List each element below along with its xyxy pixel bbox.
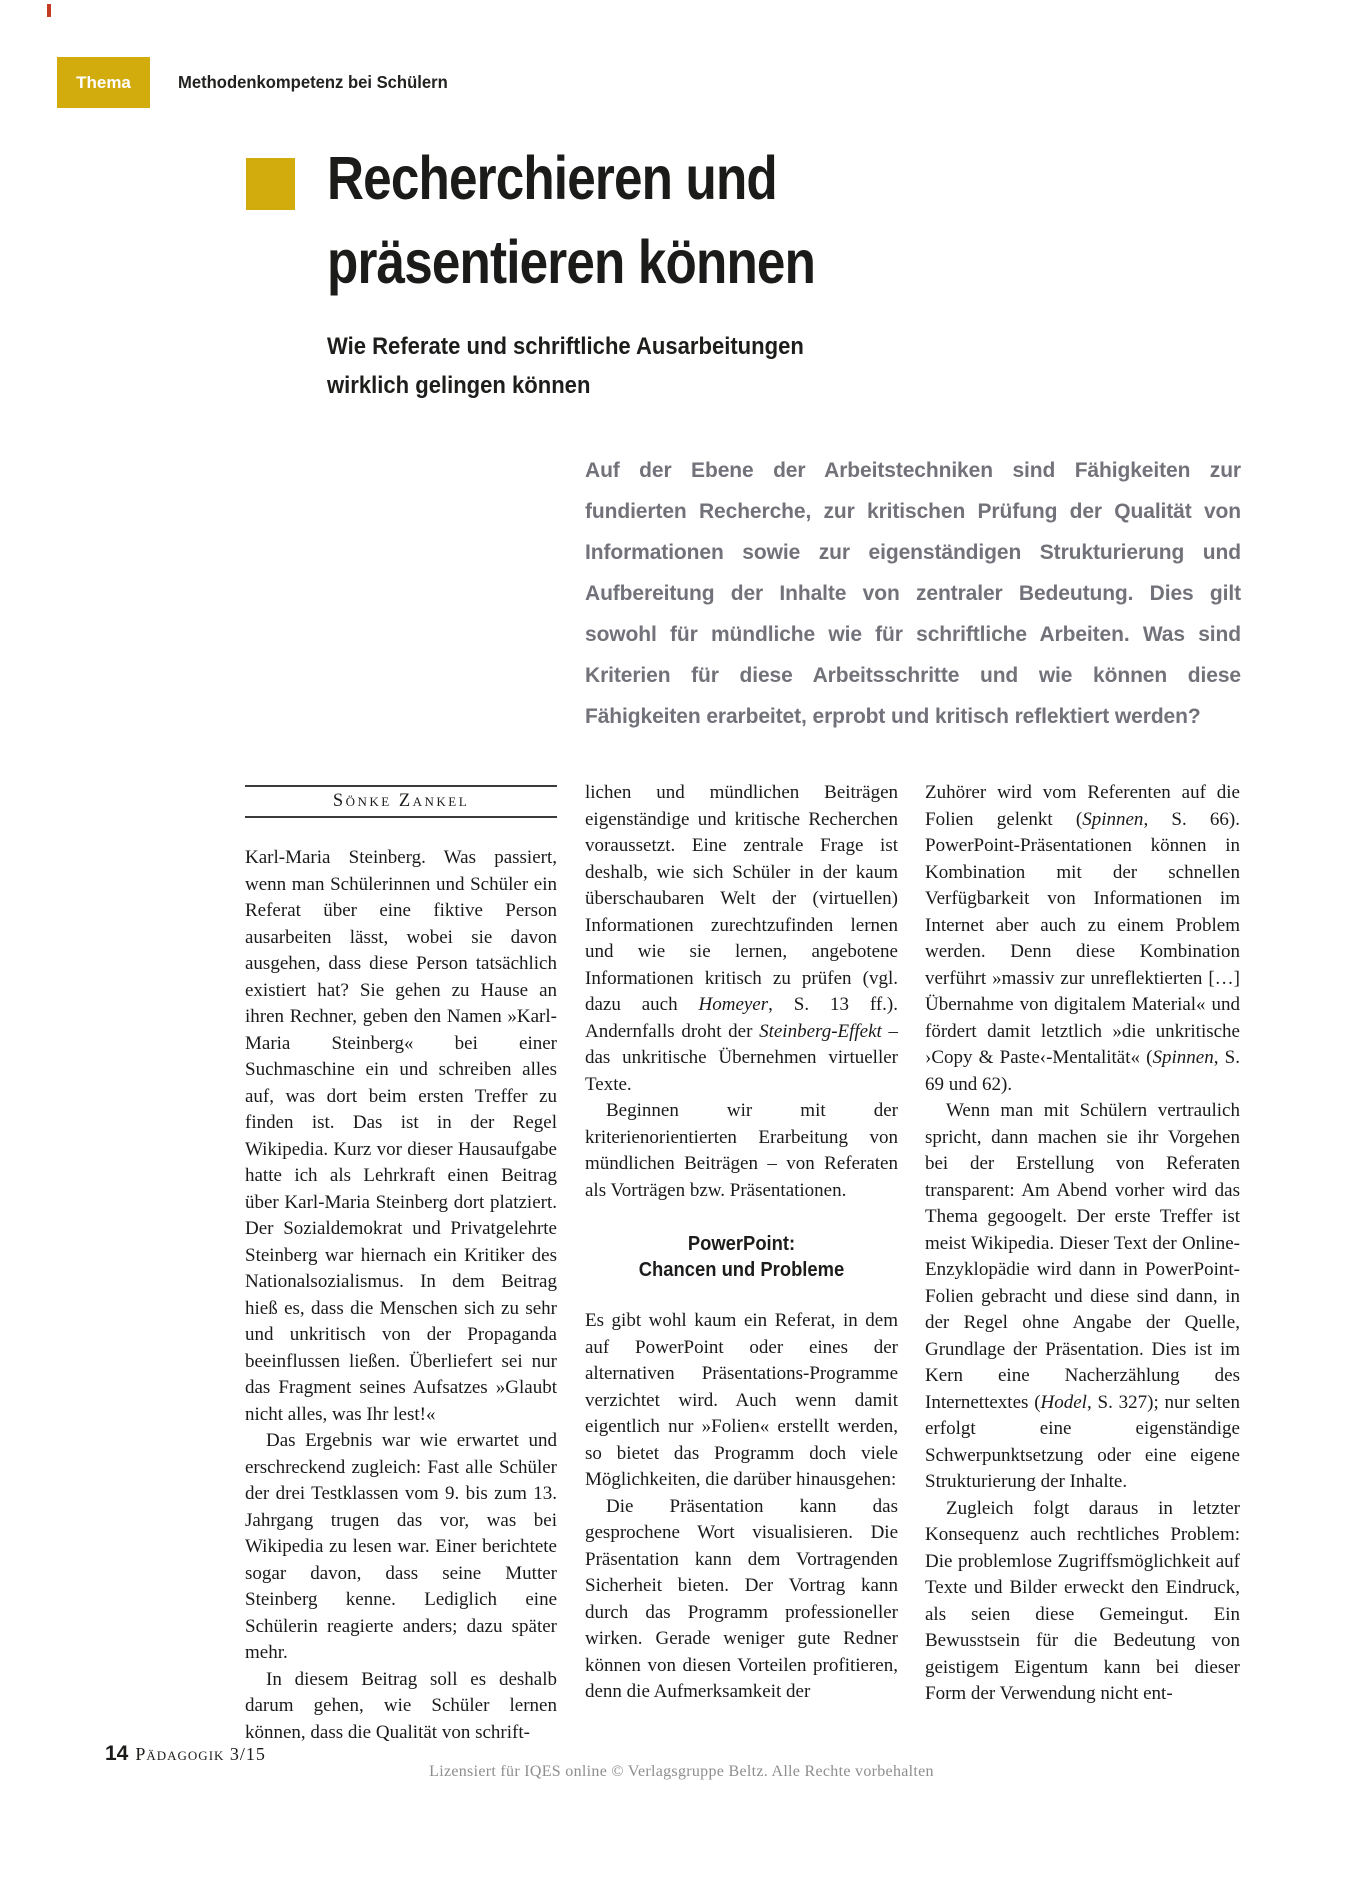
section-heading-line1: PowerPoint: [687,1233,796,1255]
page-title-line2: präsentieren können [327,228,816,296]
author-name: Sönke Zankel [332,791,470,811]
paragraph: Zuhörer wird vom Referenten auf die Folien gelenkt (Spinnen, S. 66). PowerPoint-Präsentationen können in Kombination mit der schnellen Verfügbarkeit von Informationen im Internet aber auch zu einem Problem werden. Denn diese Kombination verführt »massiv zur unreflektierten […] Übernahme von digitalem Material« und fördert damit letztlich »die unkritische ›Copy & Paste‹-Mentalität« (Spinnen, S. 69 und 62). [925,782,1240,1095]
body-column-2 [585,780,898,1706]
paragraph: lichen und mündlichen Beiträgen eigenständige und kritische Recherchen voraussetzt. Eine zentrale Frage ist deshalb, wie sich Schüler in der kaum überschaubaren Welt der (virtuellen) Informationen zurechtzufinden lernen und wie sie lernen, angebotene Informationen kritisch zu prüfen (vgl. dazu auch Homeyer, S. 13 ff.). Andernfalls droht der Steinberg-Effekt – das unkritische Übernehmen virtueller Texte. [585,782,898,1095]
paragraph: Das Ergebnis war wie erwartet und erschreckend zugleich: Fast alle Schüler der drei Testklassen vom 9. bis zum 13. Jahrgang trugen das vor, was bei Wikipedia zu lesen war. Einer berichtete sogar davon, dass seine Mutter Steinberg kenne. Lediglich eine Schülerin reagierte anders; dazu später mehr. [245,1430,557,1663]
lead-paragraph: Auf der Ebene der Arbeitstechniken sind Fähigkeiten zur fundierten Recherche, zur kritischen Prüfung der Qualität von Informationen sowie zur eigenständigen Strukturierung und Aufbereitung der Inhalte von zentraler Bedeutung. Dies gilt sowohl für mündliche wie für schriftliche Arbeiten. Was sind Kriterien für diese Arbeitsschritte und wie können diese Fähigkeiten erarbeitet, erprobt und kritisch reflektiert werden? [585,459,1241,728]
page-subtitle [327,327,957,405]
paragraph: In diesem Beitrag soll es deshalb darum gehen, wie Schüler lernen können, dass die Qualität von schrift- [245,1668,557,1743]
license-note: Lizensiert für IQES online © Verlagsgruppe Beltz. Alle Rechte vorbehalten [429,1763,934,1780]
paragraph: Beginnen wir mit der kriterienorientierten Erarbeitung von mündlichen Beiträgen – von Referaten als Vorträgen bzw. Präsentationen. [585,1100,898,1201]
page-subtitle-line2: wirklich gelingen können [327,372,591,399]
author-block [245,785,557,818]
paragraph: Die Präsentation kann das gesprochene Wort visualisieren. Die Präsentation kann dem Vortragenden Sicherheit bieten. Der Vortrag kann durch das Programm professioneller wirken. Gerade weniger gute Redner können von diesen Vorteilen profitieren, denn die Aufmerksamkeit der [585,1495,898,1702]
paragraph: Wenn man mit Schülern vertraulich spricht, dann machen sie ihr Vorgehen bei der Erstellung von Referaten transparent: Am Abend vorher wird das Thema gegoogelt. Der erste Treffer ist meist Wikipedia. Dieser Text der Online-Enzyklopädie wird dann in PowerPoint-Folien gebracht und diese sind dann, in der Regel ohne Angabe der Quelle, Grundlage der Präsentation. Dies ist im Kern eine Nacherzählung des Internettextes (Hodel, S. 327); nur selten erfolgt eine eigenständige Schwerpunktsetzung oder eine eigene Strukturierung der Inhalte. [925,1100,1240,1492]
section-heading [598,1231,886,1283]
section-heading-line2: Chancen und Probleme [638,1259,845,1281]
page-title [327,136,965,304]
page-number: 14 [105,1742,129,1765]
journal-name: Pädagogik 3/15 [135,1744,266,1764]
paragraph: Zugleich folgt daraus in letzter Konsequenz auch rechtliches Problem: Die problemlose Zugriffsmöglichkeit auf Texte und Bilder erweckt den Eindruck, als seien diese Gemeingut. Ein Bewusstsein für die Bedeutung von geistigem Eigentum kann bei dieser Form der Verwendung nicht ent- [925,1497,1240,1704]
crop-mark [47,4,51,17]
body-column-1 [245,845,557,1746]
kicker-tag [57,57,150,108]
paragraph: Karl-Maria Steinberg. Was passiert, wenn man Schülerinnen und Schüler ein Referat über eine fiktive Person ausarbeiten lässt, wobei sie davon ausgehen, dass diese Person tatsächlich existiert hat? Sie gehen zu Hause an ihren Rechner, geben den Namen »Karl-Maria Steinberg« bei einer Suchmaschine ein und schreiben alles auf, was dort beim ersten Treffer zu finden ist. Das ist in der Regel Wikipedia. Kurz vor dieser Hausaufgabe hatte ich als Lehrkraft einen Beitrag über Karl-Maria Steinberg dort platziert. Der Sozialdemokrat und Privatgelehrte Steinberg war hiernach ein Kritiker des Nationalsozialismus. In dem Beitrag hieß es, dass die Menschen sich zu sehr und unkritisch von der Propaganda beeinflussen ließen. Überliefert sei nur das Fragment seines Aufsatzes »Glaubt nicht alles, was Ihr lest!« [245,847,557,1425]
kicker-topic-label: Methodenkompetenz bei Schülern [178,72,448,92]
page-subtitle-line1: Wie Referate und schriftliche Ausarbeitungen [327,333,804,360]
paragraph: Es gibt wohl kaum ein Referat, in dem auf PowerPoint oder eines der alternativen Präsentations-Programme verzichtet wird. Auch wenn damit eigentlich nur »Folien« erstellt werden, so bietet das Programm doch viele Möglichkeiten, die darüber hinausgehen: [585,1310,898,1490]
kicker-tag-label: Thema [76,72,131,92]
body-column-3 [925,780,1240,1708]
title-bullet-square-icon [246,158,295,210]
page-title-line1: Recherchieren und [327,144,777,212]
